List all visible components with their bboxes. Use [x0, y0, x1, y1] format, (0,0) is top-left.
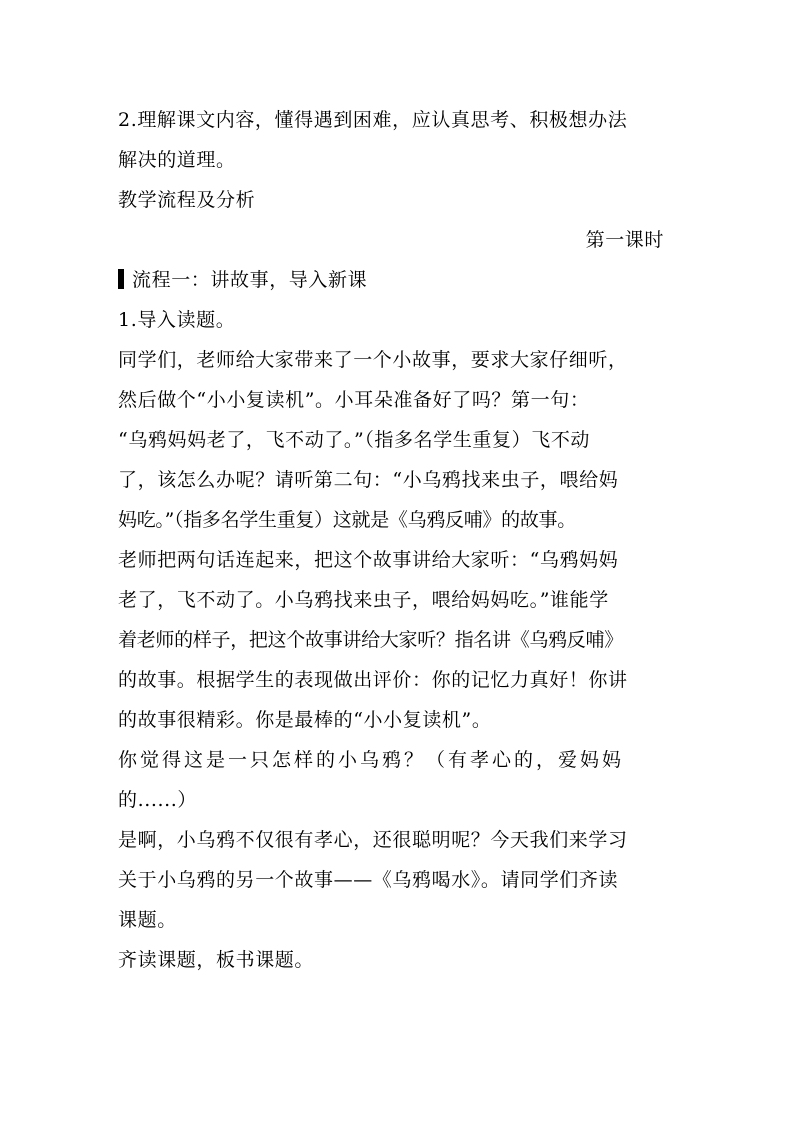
document-page	[118, 100, 678, 980]
body-line-1: 同学们，老师给大家带来了一个小故事，要求大家仔细听，	[118, 349, 628, 371]
section-title: 教学流程及分析	[118, 189, 256, 211]
objective-line-2: 解决的道理。	[118, 149, 236, 171]
body-line-14: 关于小乌鸦的另一个故事——《乌鸦喝水》。请同学们齐读	[118, 869, 619, 891]
body-line-3: “乌鸦妈妈老了，飞不动了。”（指多名学生重复）飞不动	[118, 429, 591, 451]
process-heading-text: 流程一：讲故事，导入新课	[132, 269, 368, 291]
body-line-6: 老师把两句话连起来，把这个故事讲给大家听：“乌鸦妈妈	[118, 549, 619, 571]
body-line-10: 的故事很精彩。你是最棒的“小小复读机”。	[118, 709, 492, 731]
objective-line-1: 2.理解课文内容，懂得遇到困难，应认真思考、积极想办法	[118, 109, 628, 131]
body-line-8: 着老师的样子，把这个故事讲给大家听？指名讲《乌鸦反哺》	[118, 629, 623, 651]
body-line-16: 齐读课题，板书课题。	[118, 949, 315, 971]
body-line-15: 课题。	[118, 909, 177, 931]
body-line-11: 你觉得这是一只怎样的小乌鸦？（有孝心的，爱妈妈	[118, 749, 625, 771]
body-line-2: 然后做个“小小复读机”。小耳朵准备好了吗？第一句：	[118, 389, 590, 411]
body-line-9: 的故事。根据学生的表现做出评价：你的记忆力真好！你讲	[118, 669, 628, 691]
body-line-7: 老了，飞不动了。小乌鸦找来虫子，喂给妈妈吃。”谁能学	[118, 589, 609, 611]
process-heading	[118, 260, 678, 300]
body-line-4: 了，该怎么办呢？请听第二句：“小乌鸦找来虫子，喂给妈	[118, 469, 619, 491]
heading-marker	[118, 269, 124, 289]
body-line-12: 的......）	[118, 789, 198, 811]
body-line-13: 是啊，小乌鸦不仅很有孝心，还很聪明呢？今天我们来学习	[118, 829, 628, 851]
lesson-title: 第一课时	[585, 229, 664, 251]
step-title: 1.导入读题。	[118, 309, 236, 331]
body-line-5: 妈吃。”（指多名学生重复）这就是《乌鸦反哺》的故事。	[118, 509, 576, 531]
